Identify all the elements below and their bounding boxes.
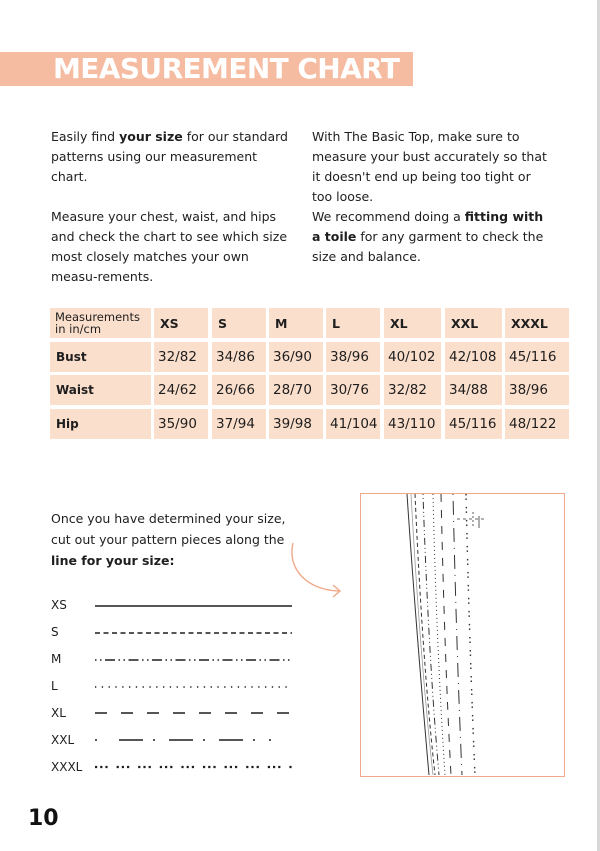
table-cell: 41/104 bbox=[326, 409, 380, 439]
intro-left bbox=[51, 127, 296, 287]
legend-label-xxl: XXL bbox=[51, 733, 75, 747]
size-header: XS bbox=[154, 308, 208, 338]
size-header: XXL bbox=[445, 308, 502, 338]
cut-note: Once you have determined your size, cut out your pattern pieces along the line for your size: bbox=[51, 511, 286, 568]
table-cell: 34/86 bbox=[212, 342, 266, 372]
table-cell: 39/98 bbox=[269, 409, 323, 439]
intro-left-p2: Measure your chest, waist, and hips and check the chart to see which size most closely matches your own measu-rements. bbox=[51, 209, 288, 284]
table-cell: 34/88 bbox=[445, 375, 502, 405]
legend-label-s: S bbox=[51, 625, 59, 639]
table-cell: 37/94 bbox=[212, 409, 266, 439]
table-cell: 30/76 bbox=[326, 375, 380, 405]
table-cell: 43/110 bbox=[384, 409, 441, 439]
intro-right bbox=[312, 127, 552, 267]
intro-right-p1: With The Basic Top, make sure to measure your bust accurately so that it doesn't end up being too tight or too loose. bbox=[312, 129, 547, 204]
table-cell: 45/116 bbox=[445, 409, 502, 439]
size-line-legend bbox=[94, 596, 296, 772]
table-cell: 42/108 bbox=[445, 342, 502, 372]
legend-label-xs: XS bbox=[51, 598, 67, 612]
table-cell: 26/66 bbox=[212, 375, 266, 405]
table-cell: 38/96 bbox=[505, 375, 569, 405]
intro-right-p2: We recommend doing a fitting with a toile for any garment to check the size and balance. bbox=[312, 209, 544, 264]
table-cell: 48/122 bbox=[505, 409, 569, 439]
size-header: XXXL bbox=[505, 308, 569, 338]
legend-label-xxxl: XXXL bbox=[51, 760, 83, 774]
table-cell: 35/90 bbox=[154, 409, 208, 439]
table-cell: 32/82 bbox=[154, 342, 208, 372]
table-cell: 32/82 bbox=[384, 375, 441, 405]
intro-left-p1: Easily find your size for our standard patterns using our measurement chart. bbox=[51, 129, 288, 184]
legend-label-xl: XL bbox=[51, 706, 66, 720]
table-cell: 24/62 bbox=[154, 375, 208, 405]
table-cell: 38/96 bbox=[326, 342, 380, 372]
table-cell: 28/70 bbox=[269, 375, 323, 405]
pattern-diagram bbox=[360, 493, 565, 777]
legend-label-m: M bbox=[51, 652, 62, 666]
table-corner-label: Measurements in in/cm bbox=[50, 308, 151, 338]
size-header: L bbox=[326, 308, 380, 338]
row-label-waist: Waist bbox=[50, 375, 151, 405]
table-cell: 36/90 bbox=[269, 342, 323, 372]
curved-arrow-icon bbox=[284, 538, 348, 600]
page-number: 10 bbox=[28, 806, 59, 831]
row-label-hip: Hip bbox=[50, 409, 151, 439]
legend-label-l: L bbox=[51, 679, 58, 693]
size-header: XL bbox=[384, 308, 441, 338]
pattern-lines-illustration bbox=[361, 494, 563, 775]
size-header: S bbox=[212, 308, 266, 338]
page-title: MEASUREMENT CHART bbox=[53, 52, 400, 85]
table-cell: 45/116 bbox=[505, 342, 569, 372]
table-cell: 40/102 bbox=[384, 342, 441, 372]
size-header: M bbox=[269, 308, 323, 338]
row-label-bust: Bust bbox=[50, 342, 151, 372]
